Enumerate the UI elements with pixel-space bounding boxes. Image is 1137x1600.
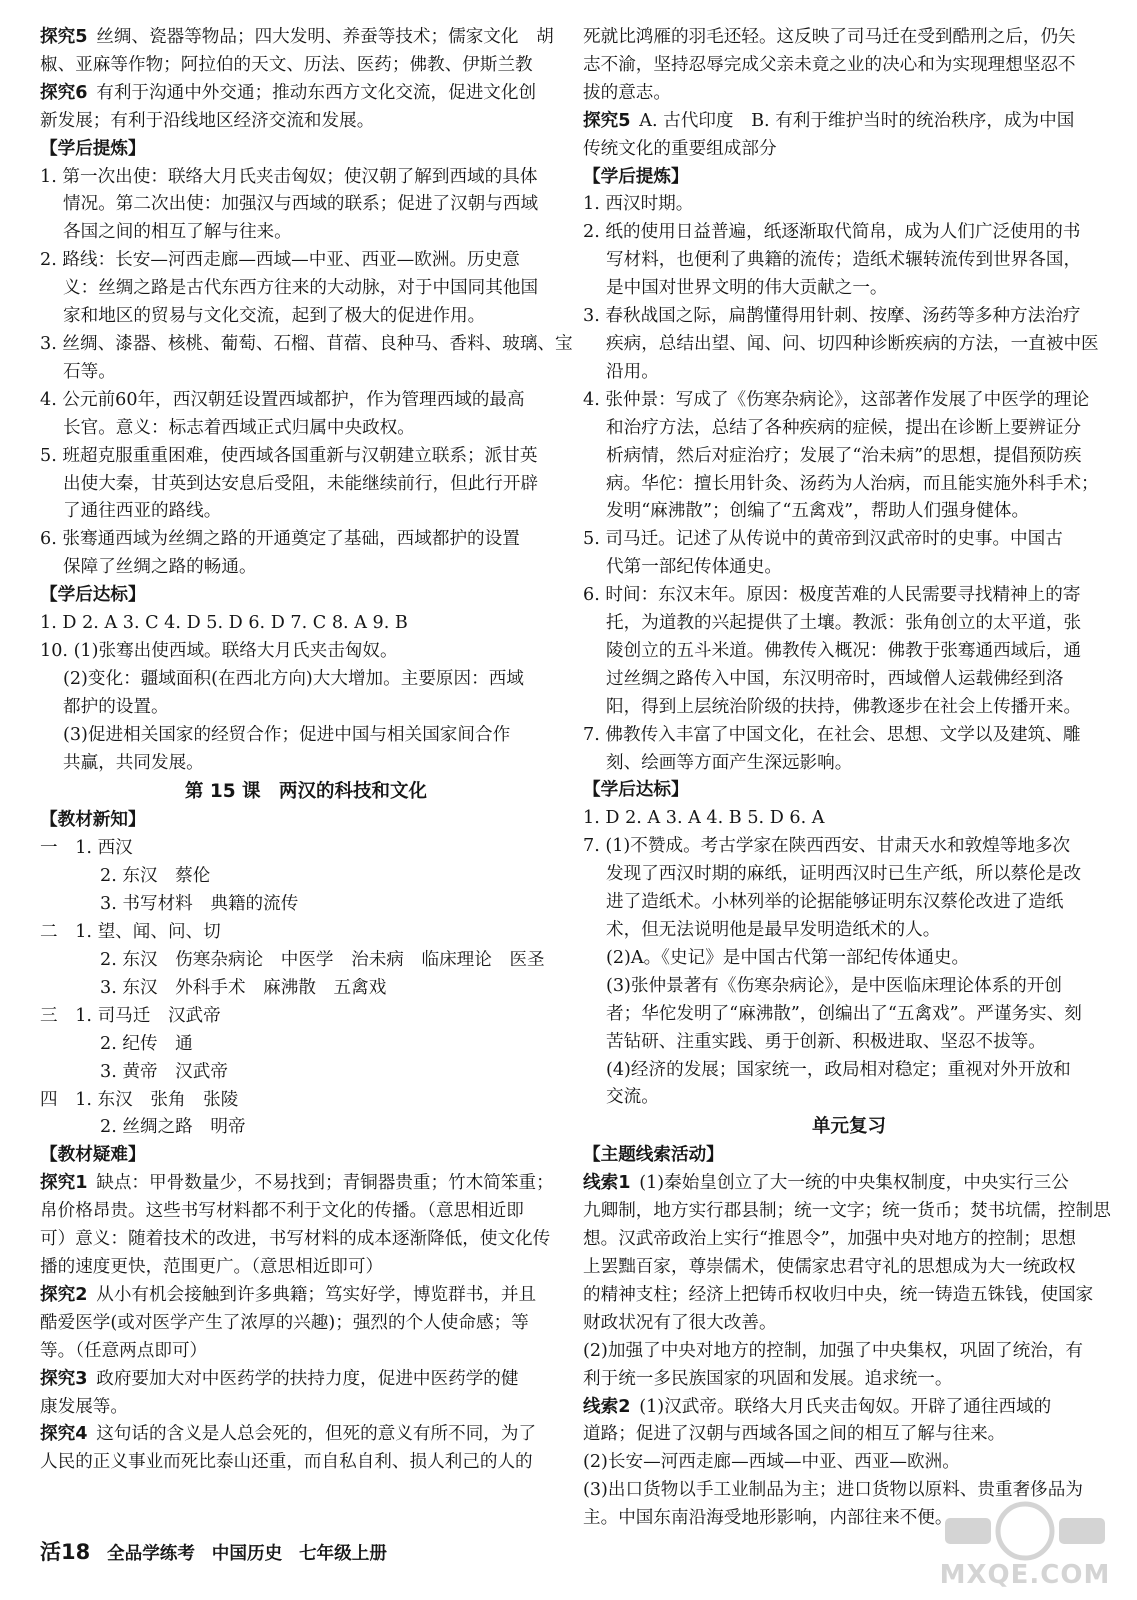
section-header: 【教材疑难】: [40, 1145, 146, 1166]
item-text: 有利于沟通中外交通；推动东西方文化交流，促进文化创: [96, 82, 537, 103]
text-line: 7. 佛教传入丰富了中国文化，在社会、思想、文学以及建筑、雕: [583, 724, 1081, 745]
text-line: (3)张仲景著有《伤寒杂病论》，是中医临床理论体系的开创: [606, 975, 1062, 996]
text-line: 发现了西汉时期的麻纸，证明西汉时已生产纸，所以蔡伦是改: [606, 864, 1082, 885]
text-line: 各国之间的相互了解与往来。: [63, 222, 292, 243]
text-line: 主。中国东南沿海受地形影响，内部往来不便。: [583, 1508, 953, 1529]
text-line: (3)促进相关国家的经贸合作；促进中国与相关国家间合作: [63, 724, 511, 745]
text-line: 4. 公元前60年，西汉朝廷设置西域都护，作为管理西域的最高: [40, 389, 525, 410]
section-title: 第 15 课 两汉的科技和文化: [184, 781, 428, 803]
section-header: 【学后达标】: [583, 780, 689, 801]
text-line: 想。汉武帝政治上实行“推恩令”，加强中央对地方的控制；思想: [583, 1229, 1077, 1250]
item-label: 线索1: [583, 1173, 631, 1194]
text-line: 共赢，共同发展。: [63, 752, 204, 773]
text-line: 椒、亚麻等作物；阿拉伯的天文、历法、医药；佛教、伊斯兰教: [40, 54, 533, 75]
item-text: 从小有机会接触到许多典籍；笃实好学，博览群书，并且: [96, 1284, 537, 1305]
text-line: 死就比鸿雁的羽毛还轻。这反映了司马迁在受到酷刑之后，仍矢: [583, 27, 1076, 47]
section-header: 【学后提炼】: [583, 166, 689, 187]
text-line: 拔的意志。: [583, 82, 671, 103]
labeled-line: [40, 80, 572, 108]
text-line: 是中国对世界文明的伟大贡献之一。: [606, 278, 888, 299]
item-text: 政府要加大对中医药学的扶持力度，促进中医药学的健: [96, 1368, 519, 1389]
text-line: 7. (1)不赞成。考古学家在陕西西安、甘肃天水和敦煌等地多次: [583, 836, 1071, 857]
text-line: (2)变化：疆域面积(在西北方向)大大增加。主要原因：西域: [63, 668, 524, 689]
item-text: (1)汉武帝。联络大月氏夹击匈奴。开辟了通往西域的: [639, 1396, 1052, 1417]
text-line: 一 1. 西汉: [40, 838, 133, 859]
text-line: 病。华佗：擅长用针灸、汤药为人治病，而且能实施外科手术；: [606, 473, 1099, 494]
section-header: 【学后提炼】: [40, 138, 146, 159]
item-label: 探究5: [40, 27, 88, 47]
text-line: 1. D 2. A 3. C 4. D 5. D 6. D 7. C 8. A 9. B: [40, 613, 408, 634]
item-label: 探究4: [40, 1424, 88, 1445]
labeled-line: [583, 108, 1115, 136]
labeled-line: [40, 1366, 572, 1394]
text-line: 财政状况有了很大改善。: [583, 1312, 777, 1333]
text-line: 1. D 2. A 3. A 4. B 5. D 6. A: [583, 808, 825, 829]
right-column: [583, 24, 1115, 1533]
labeled-line: [40, 1170, 572, 1198]
text-line: 刻、绘画等方面产生深远影响。: [606, 752, 853, 773]
text-line: 写材料，也便利了典籍的流传；造纸术辗转流传到世界各国，: [606, 250, 1082, 271]
text-line: 疾病，总结出望、闻、问、切四种诊断疾病的方法，一直被中医: [606, 333, 1099, 354]
subject-name: 中国历史: [211, 1544, 283, 1564]
item-text: (1)秦始皇创立了大一统的中央集权制度，中央实行三公: [639, 1173, 1069, 1194]
text-line: 阳，得到上层统治阶级的扶持，佛教逐步在社会上传播开来。: [606, 696, 1082, 717]
item-text: 丝绸、瓷器等物品；四大发明、养蚕等技术；儒家文化 胡: [96, 27, 554, 47]
labeled-line: [583, 1170, 1115, 1198]
text-line: 新发展；有利于沿线地区经济交流和发展。: [40, 110, 375, 131]
text-line: 10. (1)张骞出使西域。联络大月氏夹击匈奴。: [40, 640, 398, 661]
text-line: 者；华佗发明了“麻沸散”，创编出了“五禽戏”。严谨务实、刻: [606, 1003, 1082, 1024]
text-line: 人民的正义事业而死比泰山还重，而自私自利、损人利己的人的: [40, 1452, 533, 1473]
labeled-line: [40, 24, 572, 52]
text-line: 3. 书写材料 典籍的流传: [100, 894, 299, 915]
text-line: 传统文化的重要组成部分: [583, 138, 777, 159]
text-line: 代第一部纪传体通史。: [606, 557, 782, 578]
item-label: 探究6: [40, 82, 88, 103]
text-line: 过丝绸之路传入中国，东汉明帝时，西域僧人运载佛经到洛: [606, 668, 1064, 689]
text-line: 2. 东汉 伤寒杂病论 中医学 治未病 临床理论 医圣: [100, 950, 545, 970]
section-title: 单元复习: [811, 1116, 886, 1138]
text-line: (2)加强了中央对地方的控制，加强了中央集权，巩固了统治，有: [583, 1340, 1083, 1361]
text-line: 出使大秦，甘英到达安息后受阻，未能继续前行，但此行开辟: [63, 473, 539, 494]
text-line: 上罢黜百家，尊崇儒术，使儒家忠君守礼的思想成为大一统政权: [583, 1256, 1076, 1277]
text-line: (3)出口货物以手工业制品为主；进口货物以原料、贵重奢侈品为: [583, 1480, 1083, 1501]
labeled-line: [40, 1421, 572, 1449]
text-line: 2. 路线：长安—河西走廊—西域—中亚、西亚—欧洲。历史意: [40, 250, 520, 271]
item-label: 探究2: [40, 1284, 88, 1305]
text-line: 了通往西亚的路线。: [63, 501, 222, 522]
text-line: 2. 丝绸之路 明帝: [100, 1117, 246, 1138]
left-column: [40, 24, 572, 1477]
text-line: 播的速度更快，范围更广。（意思相近即可）: [40, 1256, 384, 1277]
text-line: 术，但无法说明他是最早发明造纸术的人。: [606, 920, 941, 940]
section-header: 【主题线索活动】: [583, 1145, 724, 1166]
text-line: 道路；促进了汉朝与西域各国之间的相互了解与往来。: [583, 1424, 1006, 1445]
text-line: 石等。: [63, 361, 116, 382]
text-line: 利于统一多民族国家的巩固和发展。追求统一。: [583, 1368, 953, 1389]
text-line: (4)经济的发展；国家统一，政局相对稳定；重视对外开放和: [606, 1059, 1071, 1080]
text-line: 康发展等。: [40, 1396, 128, 1417]
labeled-line: [583, 1394, 1115, 1422]
text-line: 四 1. 东汉 张角 张陵: [40, 1089, 239, 1110]
text-line: 2. 纪传 通: [100, 1033, 193, 1054]
text-line: 析病情，然后对症治疗；发展了“治未病”的思想，提倡预防疾: [606, 445, 1082, 466]
text-line: 保障了丝绸之路的畅通。: [63, 557, 257, 578]
text-line: 5. 司马迁。记述了从传说中的黄帝到汉武帝时的史事。中国古: [583, 529, 1063, 550]
text-line: 3. 东汉 外科手术 麻沸散 五禽戏: [100, 977, 387, 998]
text-line: 家和地区的贸易与文化交流，起到了极大的促进作用。: [63, 306, 486, 327]
text-line: 4. 张仲景：写成了《伤寒杂病论》，这部著作发展了中医学的理论: [583, 389, 1090, 410]
text-line: 都护的设置。: [63, 696, 169, 717]
text-line: 志不渝，坚持忍辱完成父亲未竟之业的决心和为实现理想坚忍不: [583, 54, 1076, 75]
text-line: 托，为道教的兴起提供了土壤。教派：张角创立的太平道，张: [606, 613, 1082, 634]
text-line: 2. 东汉 蔡伦: [100, 866, 211, 887]
grade-name: 七年级上册: [298, 1544, 387, 1564]
text-line: 情况。第二次出使：加强汉与西域的联系；促进了汉朝与西域: [63, 194, 539, 215]
text-line: 九卿制，地方实行郡县制；统一文字；统一货币；焚书坑儒，控制思: [583, 1201, 1111, 1222]
text-line: 三 1. 司马迁 汉武帝: [40, 1005, 221, 1026]
text-line: (2)A。《史记》是中国古代第一部纪传体通史。: [606, 947, 970, 968]
text-line: 义：丝绸之路是古代东西方往来的大动脉，对于中国同其他国: [63, 278, 539, 299]
item-label: 探究1: [40, 1173, 88, 1194]
section-header: 【教材新知】: [40, 810, 146, 831]
text-line: 沿用。: [606, 361, 659, 382]
text-line: 发明“麻沸散”；创编了“五禽戏”，帮助人们强身健体。: [606, 501, 1030, 522]
labeled-line: [40, 1282, 572, 1310]
item-text: 缺点：甲骨数量少，不易找到；青铜器贵重；竹木简笨重；: [96, 1173, 554, 1194]
text-line: 和治疗方法，总结了各种疾病的症候，提出在诊断上要辨证分: [606, 417, 1082, 438]
page-number: 活18: [40, 1540, 91, 1564]
watermark-circle-icon: [925, 1500, 1125, 1562]
text-line: 二 1. 望、闻、问、切: [40, 922, 221, 943]
text-line: 陵创立的五斗米道。佛教传入概况：佛教于张骞通西域后，通: [606, 640, 1082, 661]
section-header: 【学后达标】: [40, 585, 146, 606]
text-line: 酷爱医学(或对医学产生了浓厚的兴趣)；强烈的个人使命感；等: [40, 1312, 529, 1333]
text-line: 1. 西汉时期。: [583, 194, 694, 215]
item-label: 探究3: [40, 1368, 88, 1389]
item-label: 探究5: [583, 110, 631, 131]
text-line: 进了造纸术。小林列举的论据能够证明东汉蔡伦改进了造纸: [606, 892, 1064, 913]
text-line: 等。（任意两点即可）: [40, 1340, 208, 1361]
text-line: 3. 丝绸、漆器、核桃、葡萄、石榴、苜蓿、良种马、香料、玻璃、宝: [40, 333, 573, 354]
text-line: 5. 班超克服重重困难，使西域各国重新与汉朝建立联系；派甘英: [40, 445, 538, 466]
text-line: 帛价格昂贵。这些书写材料都不利于文化的传播。（意思相近即: [40, 1201, 524, 1222]
text-line: 6. 时间：东汉末年。原因：极度苦难的人民需要寻找精神上的寄: [583, 585, 1081, 606]
watermark-site: MXQE.COM: [939, 1560, 1111, 1590]
text-line: 苦钻研、注重实践、勇于创新、积极进取、坚忍不拔等。: [606, 1031, 1046, 1052]
text-line: (2)长安—河西走廊—西域—中亚、西亚—欧洲。: [583, 1452, 960, 1473]
text-line: 6. 张骞通西域为丝绸之路的开通奠定了基础，西域都护的设置: [40, 529, 520, 550]
text-line: 的精神支柱；经济上把铸币权收归中央，统一铸造五铢钱，使国家: [583, 1284, 1094, 1305]
text-line: 2. 纸的使用日益普遍，纸逐渐取代简帛，成为人们广泛使用的书: [583, 222, 1081, 243]
page-footer: [40, 1540, 387, 1566]
text-line: 3. 黄帝 汉武帝: [100, 1061, 228, 1082]
text-line: 长官。意义：标志着西域正式归属中央政权。: [63, 417, 415, 438]
text-line: 1. 第一次出使：联络大月氏夹击匈奴；使汉朝了解到西域的具体: [40, 166, 538, 187]
item-label: 线索2: [583, 1396, 631, 1417]
watermark-logo: [925, 1500, 1125, 1592]
item-text: A. 古代印度 B. 有利于维护当时的统治秩序，成为中国: [639, 110, 1075, 131]
item-text: 这句话的含义是人总会死的，但死的意义有所不同，为了: [96, 1424, 537, 1445]
text-line: 3. 春秋战国之际，扁鹊懂得用针刺、按摩、汤药等多种方法治疗: [583, 306, 1081, 327]
text-line: 交流。: [606, 1087, 659, 1108]
book-name: 全品学练考: [107, 1544, 195, 1564]
text-line: 可）意义：随着技术的改进，书写材料的成本逐渐降低，使文化传: [40, 1229, 551, 1250]
